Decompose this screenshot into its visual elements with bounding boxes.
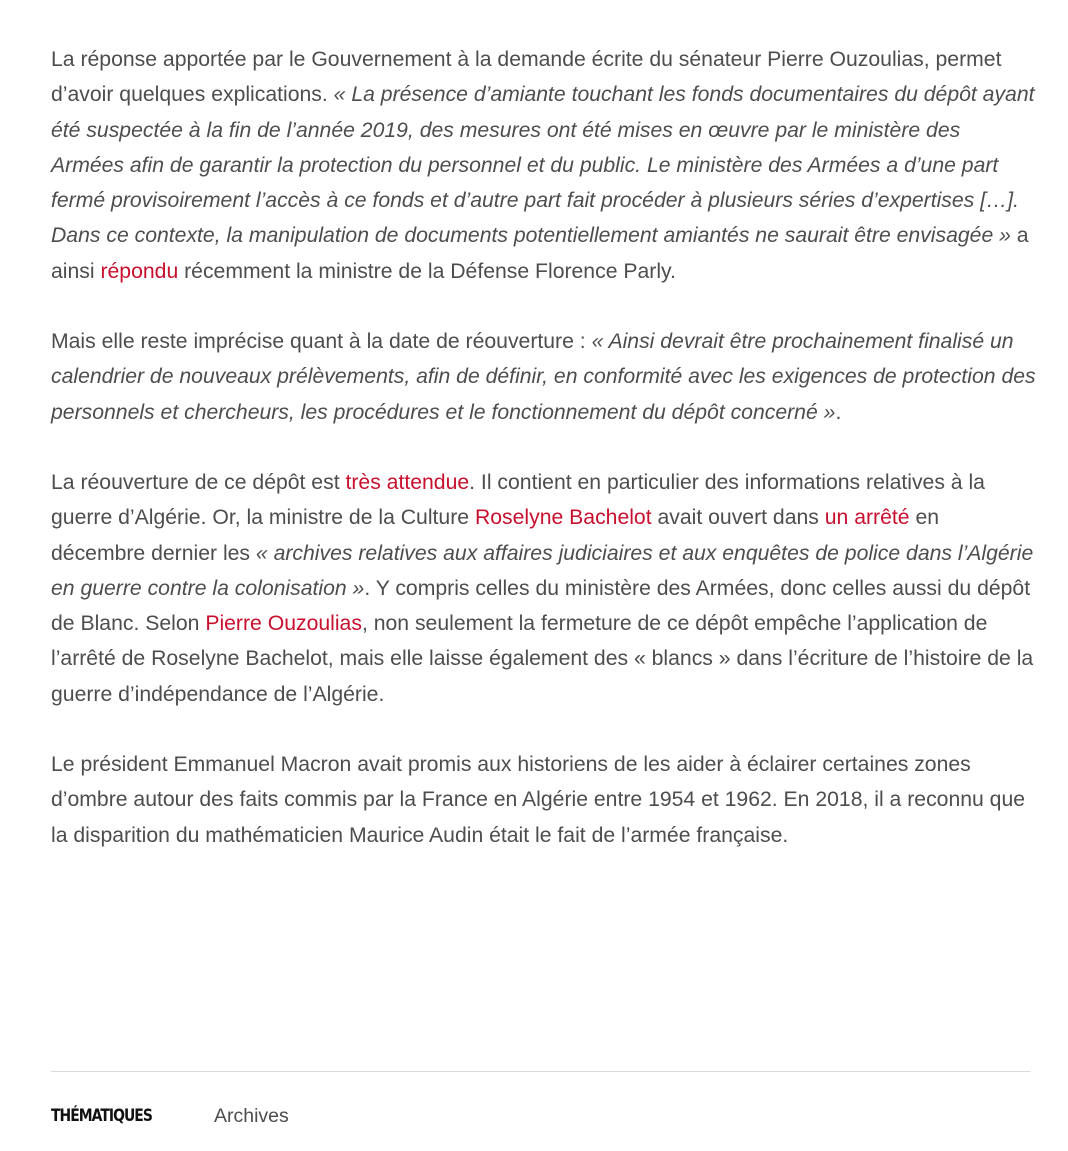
paragraph-2-quote: « Ainsi devrait être prochainement finalisé un calendrier de nouveaux prélèvements, afin de définir, en conformité avec les exigences de protection des personnels et chercheurs, les procédures et le fonctionnement du dépôt concerné » (51, 330, 1036, 424)
link-pierre-ouzoulias[interactable]: Pierre Ouzoulias (205, 612, 362, 636)
paragraph-2 (51, 324, 1036, 430)
paragraph-1-text-a: La réponse apportée par le Gouvernement à la demande écrite du sénateur Pierre Ouzoulias, permet d’avoir quelques explications. (51, 48, 1002, 107)
article-body (51, 42, 1036, 888)
paragraph-2-text-a: Mais elle reste imprécise quant à la date de réouverture : (51, 330, 592, 354)
paragraph-4 (51, 747, 1036, 853)
link-tres-attendue[interactable]: très attendue (345, 470, 470, 494)
paragraph-3-text-d: en décembre dernier les (51, 506, 940, 565)
paragraph-3-text-e: . Y compris celles du ministère des Armées, donc celles aussi du dépôt de Blanc. Selon (51, 576, 1031, 636)
paragraph-1-quote: « La présence d’amiante touchant les fonds documentaires du dépôt ayant été suspectée à la fin de l’année 2019, des mesures ont été mises en œuvre par le ministère des Armées afin de garantir la protection du personnel et du public. Le ministère des Armées a d’une part fermé provisoirement l’accès à ce fonds et d’autre part fait procéder à plusieurs séries d’expertises […]. Dans ce contexte, la manipulation de documents potentiellement amiantés ne saurait être envisagée » (51, 83, 1035, 248)
tags-bar (51, 1101, 1030, 1131)
paragraph-3 (51, 465, 1036, 712)
paragraph-2-text-b: . (835, 400, 842, 424)
tags-label: THÉMATIQUES (51, 1106, 152, 1126)
paragraph-3-text-c: avait ouvert dans (651, 506, 825, 530)
paragraph-3-quote: « archives relatives aux affaires judiciaires et aux enquêtes de police dans l’Algérie en guerre contre la colonisation » (51, 541, 1034, 600)
paragraph-3-text-a: La réouverture de ce dépôt est (51, 470, 346, 494)
paragraph-3-text-b: . Il contient en particulier des informations relatives à la guerre d’Algérie. Or, la ministre de la Culture (51, 470, 985, 530)
paragraph-3-text-f: , non seulement la fermeture de ce dépôt empêche l’application de l’arrêté de Roselyne Bachelot, mais elle laisse également des « blancs » dans l’écriture de l’histoire de la guerre d’indépendance de l’Algérie. (51, 612, 1034, 706)
section-divider (51, 1071, 1030, 1072)
paragraph-1 (51, 42, 1036, 289)
tag-archives[interactable]: Archives (214, 1104, 289, 1127)
link-repondu[interactable]: répondu (100, 259, 179, 283)
link-un-arrete[interactable]: un arrêté (824, 506, 910, 530)
paragraph-4-text: Le président Emmanuel Macron avait promis aux historiens de les aider à éclairer certaines zones d’ombre autour des faits commis par la France en Algérie entre 1954 et 1962. En 2018, il a reconnu que la disparition du mathématicien Maurice Audin était le fait de l’armée française. (51, 753, 1026, 847)
paragraph-1-text-b: a ainsi (51, 224, 1029, 283)
paragraph-1-text-c: récemment la ministre de la Défense Florence Parly. (178, 259, 676, 283)
link-roselyne-bachelot[interactable]: Roselyne Bachelot (474, 506, 652, 530)
